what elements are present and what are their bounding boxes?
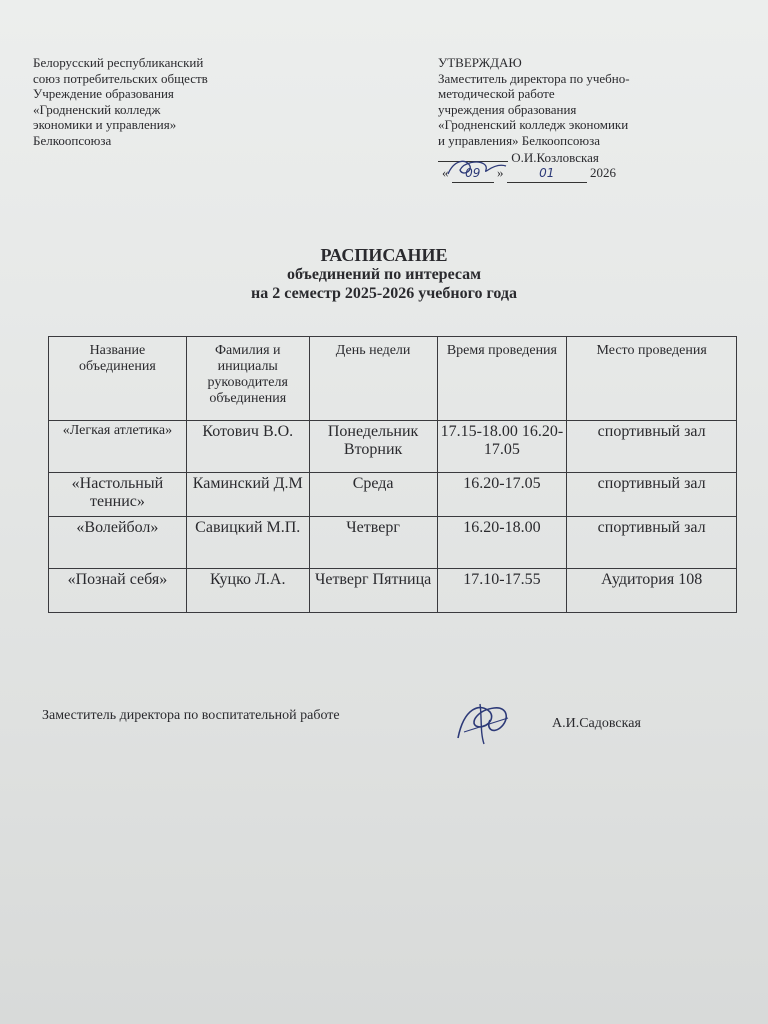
- club-name: «Познай себя»: [49, 569, 187, 613]
- title-sub: на 2 семестр 2025-2026 учебного года: [251, 285, 517, 302]
- schedule-table: [48, 336, 737, 613]
- organization-block: [33, 55, 208, 149]
- time-slot: 16.20-18.00: [437, 517, 567, 569]
- time-slot: 17.10-17.55: [437, 569, 567, 613]
- leader-name: Каминский Д.М: [186, 473, 309, 517]
- time-slot: 17.15-18.00 16.20-17.05: [437, 421, 567, 473]
- leader-name: Куцко Л.А.: [186, 569, 309, 613]
- document-title: [0, 245, 768, 303]
- table-row: [49, 569, 737, 613]
- org-line: Учреждение образования: [33, 86, 174, 102]
- table-row: [49, 421, 737, 473]
- day-of-week: Четверг: [309, 517, 437, 569]
- date-day: 09: [465, 166, 481, 181]
- club-name: «Легкая атлетика»: [49, 421, 187, 473]
- location: Аудитория 108: [567, 569, 737, 613]
- club-name: «Настольный теннис»: [49, 473, 187, 517]
- approval-line: учреждения образования: [438, 101, 577, 117]
- approval-line: и управления» Белкоопсоюза: [438, 132, 601, 148]
- footer-position: Заместитель директора по воспитательной работе: [42, 708, 340, 723]
- time-slot: 16.20-17.05: [437, 473, 567, 517]
- director-signature: [450, 698, 520, 748]
- title-sub: объединений по интересам: [286, 266, 482, 283]
- title-main: РАСПИСАНИЕ: [320, 245, 448, 265]
- org-line: союз потребительских обществ: [33, 70, 208, 86]
- approval-line: «Гродненский колледж экономики: [438, 117, 629, 133]
- leader-name: Савицкий М.П.: [186, 517, 309, 569]
- org-line: экономики и управления»: [33, 117, 177, 133]
- column-header: Фамилия и инициалы руководителя объединения: [186, 337, 309, 421]
- org-line: Белкоопсоюза: [33, 132, 112, 148]
- leader-name: Котович В.О.: [186, 421, 309, 473]
- column-header: Место проведения: [567, 337, 737, 421]
- approver-signature: [444, 154, 514, 180]
- table-row: [49, 473, 737, 517]
- column-header: День недели: [309, 337, 437, 421]
- table-row: [49, 517, 737, 569]
- date-month: 01: [539, 166, 555, 181]
- location: спортивный зал: [567, 517, 737, 569]
- date-quote-close: »: [497, 165, 504, 181]
- column-header: Название объединения: [49, 337, 187, 421]
- approval-line: Заместитель директора по учебно-: [438, 70, 630, 86]
- footer-signer-name: А.И.Садовская: [552, 716, 641, 731]
- org-line: Белорусский республиканский: [33, 55, 204, 70]
- signer-name: О.И.Козловская: [511, 149, 599, 165]
- day-of-week: Четверг Пятница: [309, 569, 437, 613]
- club-name: «Волейбол»: [49, 517, 187, 569]
- date-quote-open: «: [442, 165, 449, 181]
- approval-line: методической работе: [438, 86, 555, 102]
- day-of-week: Понедельник Вторник: [309, 421, 437, 473]
- org-line: «Гродненский колледж: [33, 101, 161, 117]
- day-of-week: Среда: [309, 473, 437, 517]
- date-year: 2026: [590, 165, 616, 181]
- location: спортивный зал: [567, 421, 737, 473]
- location: спортивный зал: [567, 473, 737, 517]
- approve-heading: УТВЕРЖДАЮ: [438, 55, 522, 70]
- table-header-row: [49, 337, 737, 421]
- column-header: Время проведения: [437, 337, 567, 421]
